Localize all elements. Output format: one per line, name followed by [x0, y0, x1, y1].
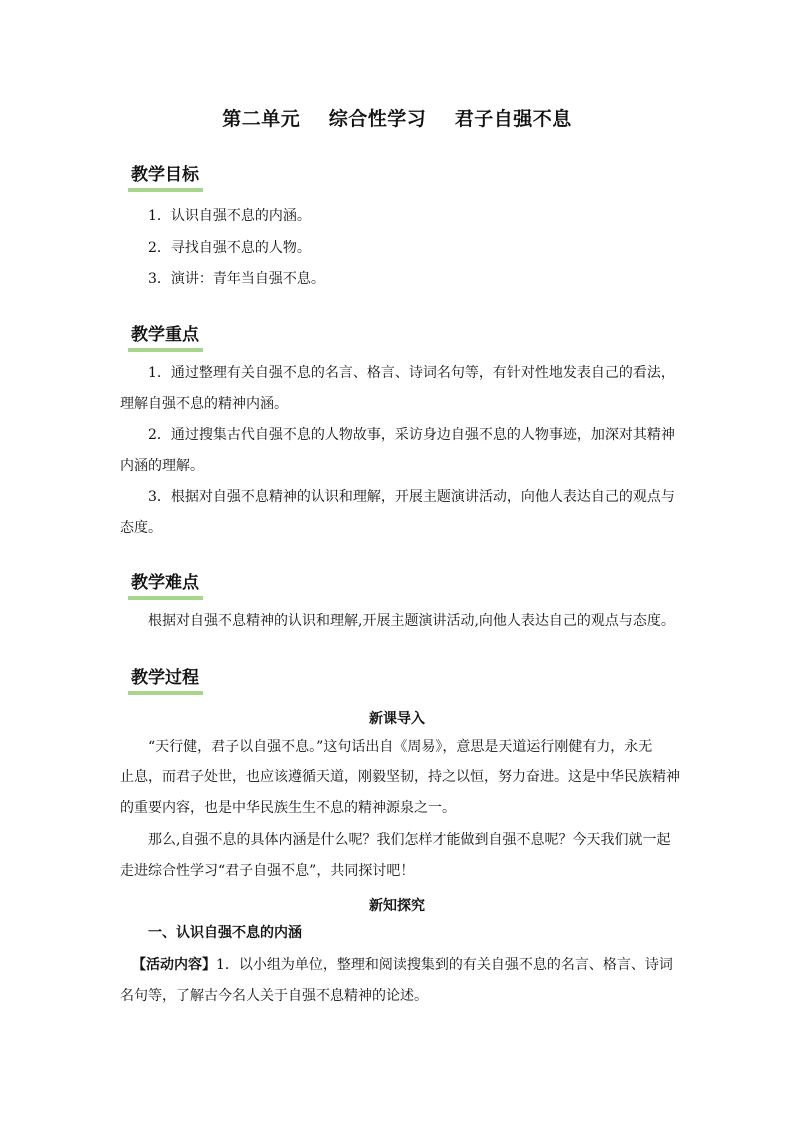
- section-heading-difficulties: 教学难点: [128, 568, 203, 600]
- page-title: 第二单元 综合性学习 君子自强不息: [222, 108, 572, 130]
- difficulty-text: 根据对自强不息精神的认识和理解,开展主题演讲活动,向他人表达自己的观点与态度。: [148, 613, 675, 629]
- intro-title: 新课导入: [369, 711, 425, 727]
- intro-line: 止息，而君子处世，也应该遵循天道，刚毅坚韧，持之以恒，努力奋进。这是中华民族精神: [120, 769, 680, 785]
- activity-text: 1．以小组为单位，整理和阅读搜集到的有关自强不息的名言、格言、诗词: [216, 957, 673, 973]
- key-point-line: 1．通过整理有关自强不息的名言、格言、诗词名句等，有针对性地发表自己的看法，: [148, 365, 675, 381]
- section-heading-key-points: 教学重点: [128, 320, 203, 352]
- explore-title: 新知探究: [369, 898, 425, 914]
- goal-item-1: 1．认识自强不息的内涵。: [148, 208, 311, 224]
- activity-line: [132, 958, 673, 972]
- activity-line: 名句等，了解古今名人关于自强不息精神的论述。: [120, 988, 428, 1004]
- intro-line: 的重要内容，也是中华民族生生不息的精神源泉之一。: [120, 800, 456, 816]
- goal-item-3: 3．演讲：青年当自强不息。: [148, 271, 325, 287]
- intro-line: 那么,自强不息的具体内涵是什么呢？我们怎样才能做到自强不息呢？今天我们就一起: [148, 832, 671, 848]
- section-heading-process: 教学过程: [128, 663, 203, 695]
- intro-line: “天行健，君子以自强不息。”这句话出自《周易》，意思是天道运行刚健有力，永无: [148, 739, 653, 755]
- part1-title: 一、认识自强不息的内涵: [148, 925, 302, 941]
- key-point-line: 2．通过搜集古代自强不息的人物故事，采访身边自强不息的人物事迹，加深对其精神: [148, 427, 675, 443]
- activity-label: 【活动内容】: [132, 957, 216, 973]
- key-point-line: 理解自强不息的精神内涵。: [120, 396, 288, 412]
- key-point-line: 3．根据对自强不息精神的认识和理解，开展主题演讲活动，向他人表达自己的观点与: [148, 489, 675, 505]
- key-point-line: 态度。: [120, 520, 162, 536]
- goal-item-2: 2．寻找自强不息的人物。: [148, 240, 311, 256]
- key-point-line: 内涵的理解。: [120, 458, 204, 474]
- section-heading-goals: 教学目标: [128, 160, 203, 192]
- intro-line: 走进综合性学习“君子自强不息”，共同探讨吧！: [120, 863, 415, 879]
